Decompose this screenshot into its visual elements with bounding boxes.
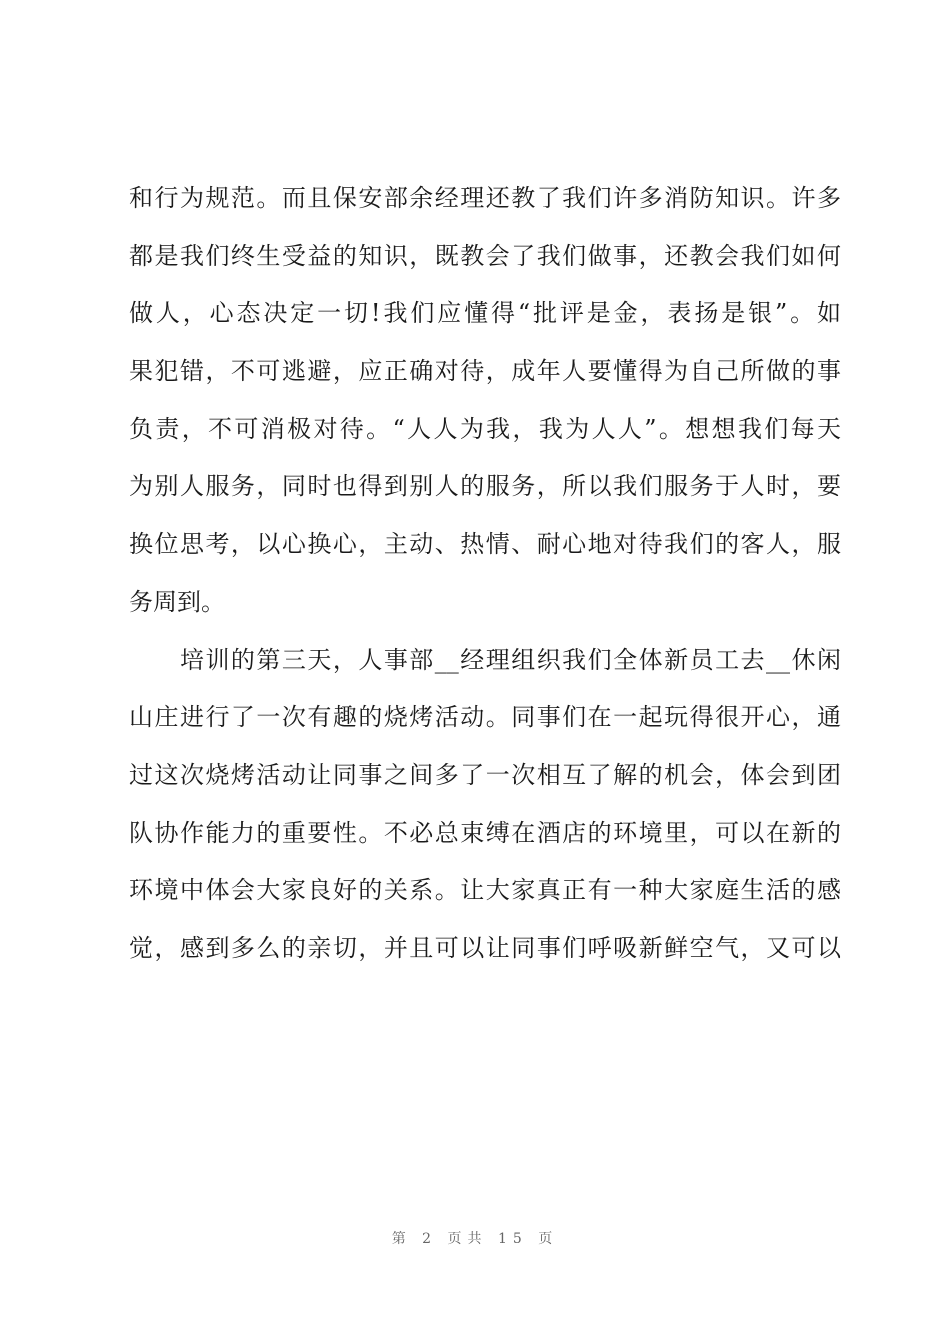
text-line: 为别人服务，同时也得到别人的服务，所以我们服务于人时，要 [129, 472, 841, 501]
text-line: 过这次烧烤活动让同事之间多了一次相互了解的机会，体会到团 [129, 760, 841, 789]
paragraph-2 [129, 632, 841, 978]
text-line: 山庄进行了一次有趣的烧烤活动。同事们在一起玩得很开心，通 [129, 703, 841, 732]
text-line: 换位思考，以心换心，主动、热情、耐心地对待我们的客人，服 [129, 530, 841, 559]
page-footer: 第 2 页共 15 页 [391, 1231, 559, 1247]
text-line: 负责，不可消极对待。“人人为我，我为人人”。想想我们每天 [129, 414, 841, 443]
paragraph-1 [129, 170, 841, 632]
text-line: 环境中体会大家良好的关系。让大家真正有一种大家庭生活的感 [129, 876, 841, 905]
text-line: 做人，心态决定一切!我们应懂得“批评是金，表扬是银”。如 [129, 299, 841, 328]
text-line: 都是我们终生受益的知识，既教会了我们做事，还教会我们如何 [129, 241, 841, 270]
text-line: 果犯错，不可逃避，应正确对待，成年人要懂得为自己所做的事 [129, 357, 841, 386]
text-line: 培训的第三天，人事部__经理组织我们全体新员工去__休闲 [129, 645, 841, 674]
body-text [129, 170, 841, 978]
text-line: 和行为规范。而且保安部余经理还教了我们许多消防知识。许多 [129, 184, 841, 212]
text-line: 觉，感到多么的亲切，并且可以让同事们呼吸新鲜空气，又可以 [129, 933, 841, 962]
text-line: 队协作能力的重要性。不必总束缚在酒店的环境里，可以在新的 [129, 818, 841, 847]
text-line: 务周到。 [129, 587, 225, 616]
